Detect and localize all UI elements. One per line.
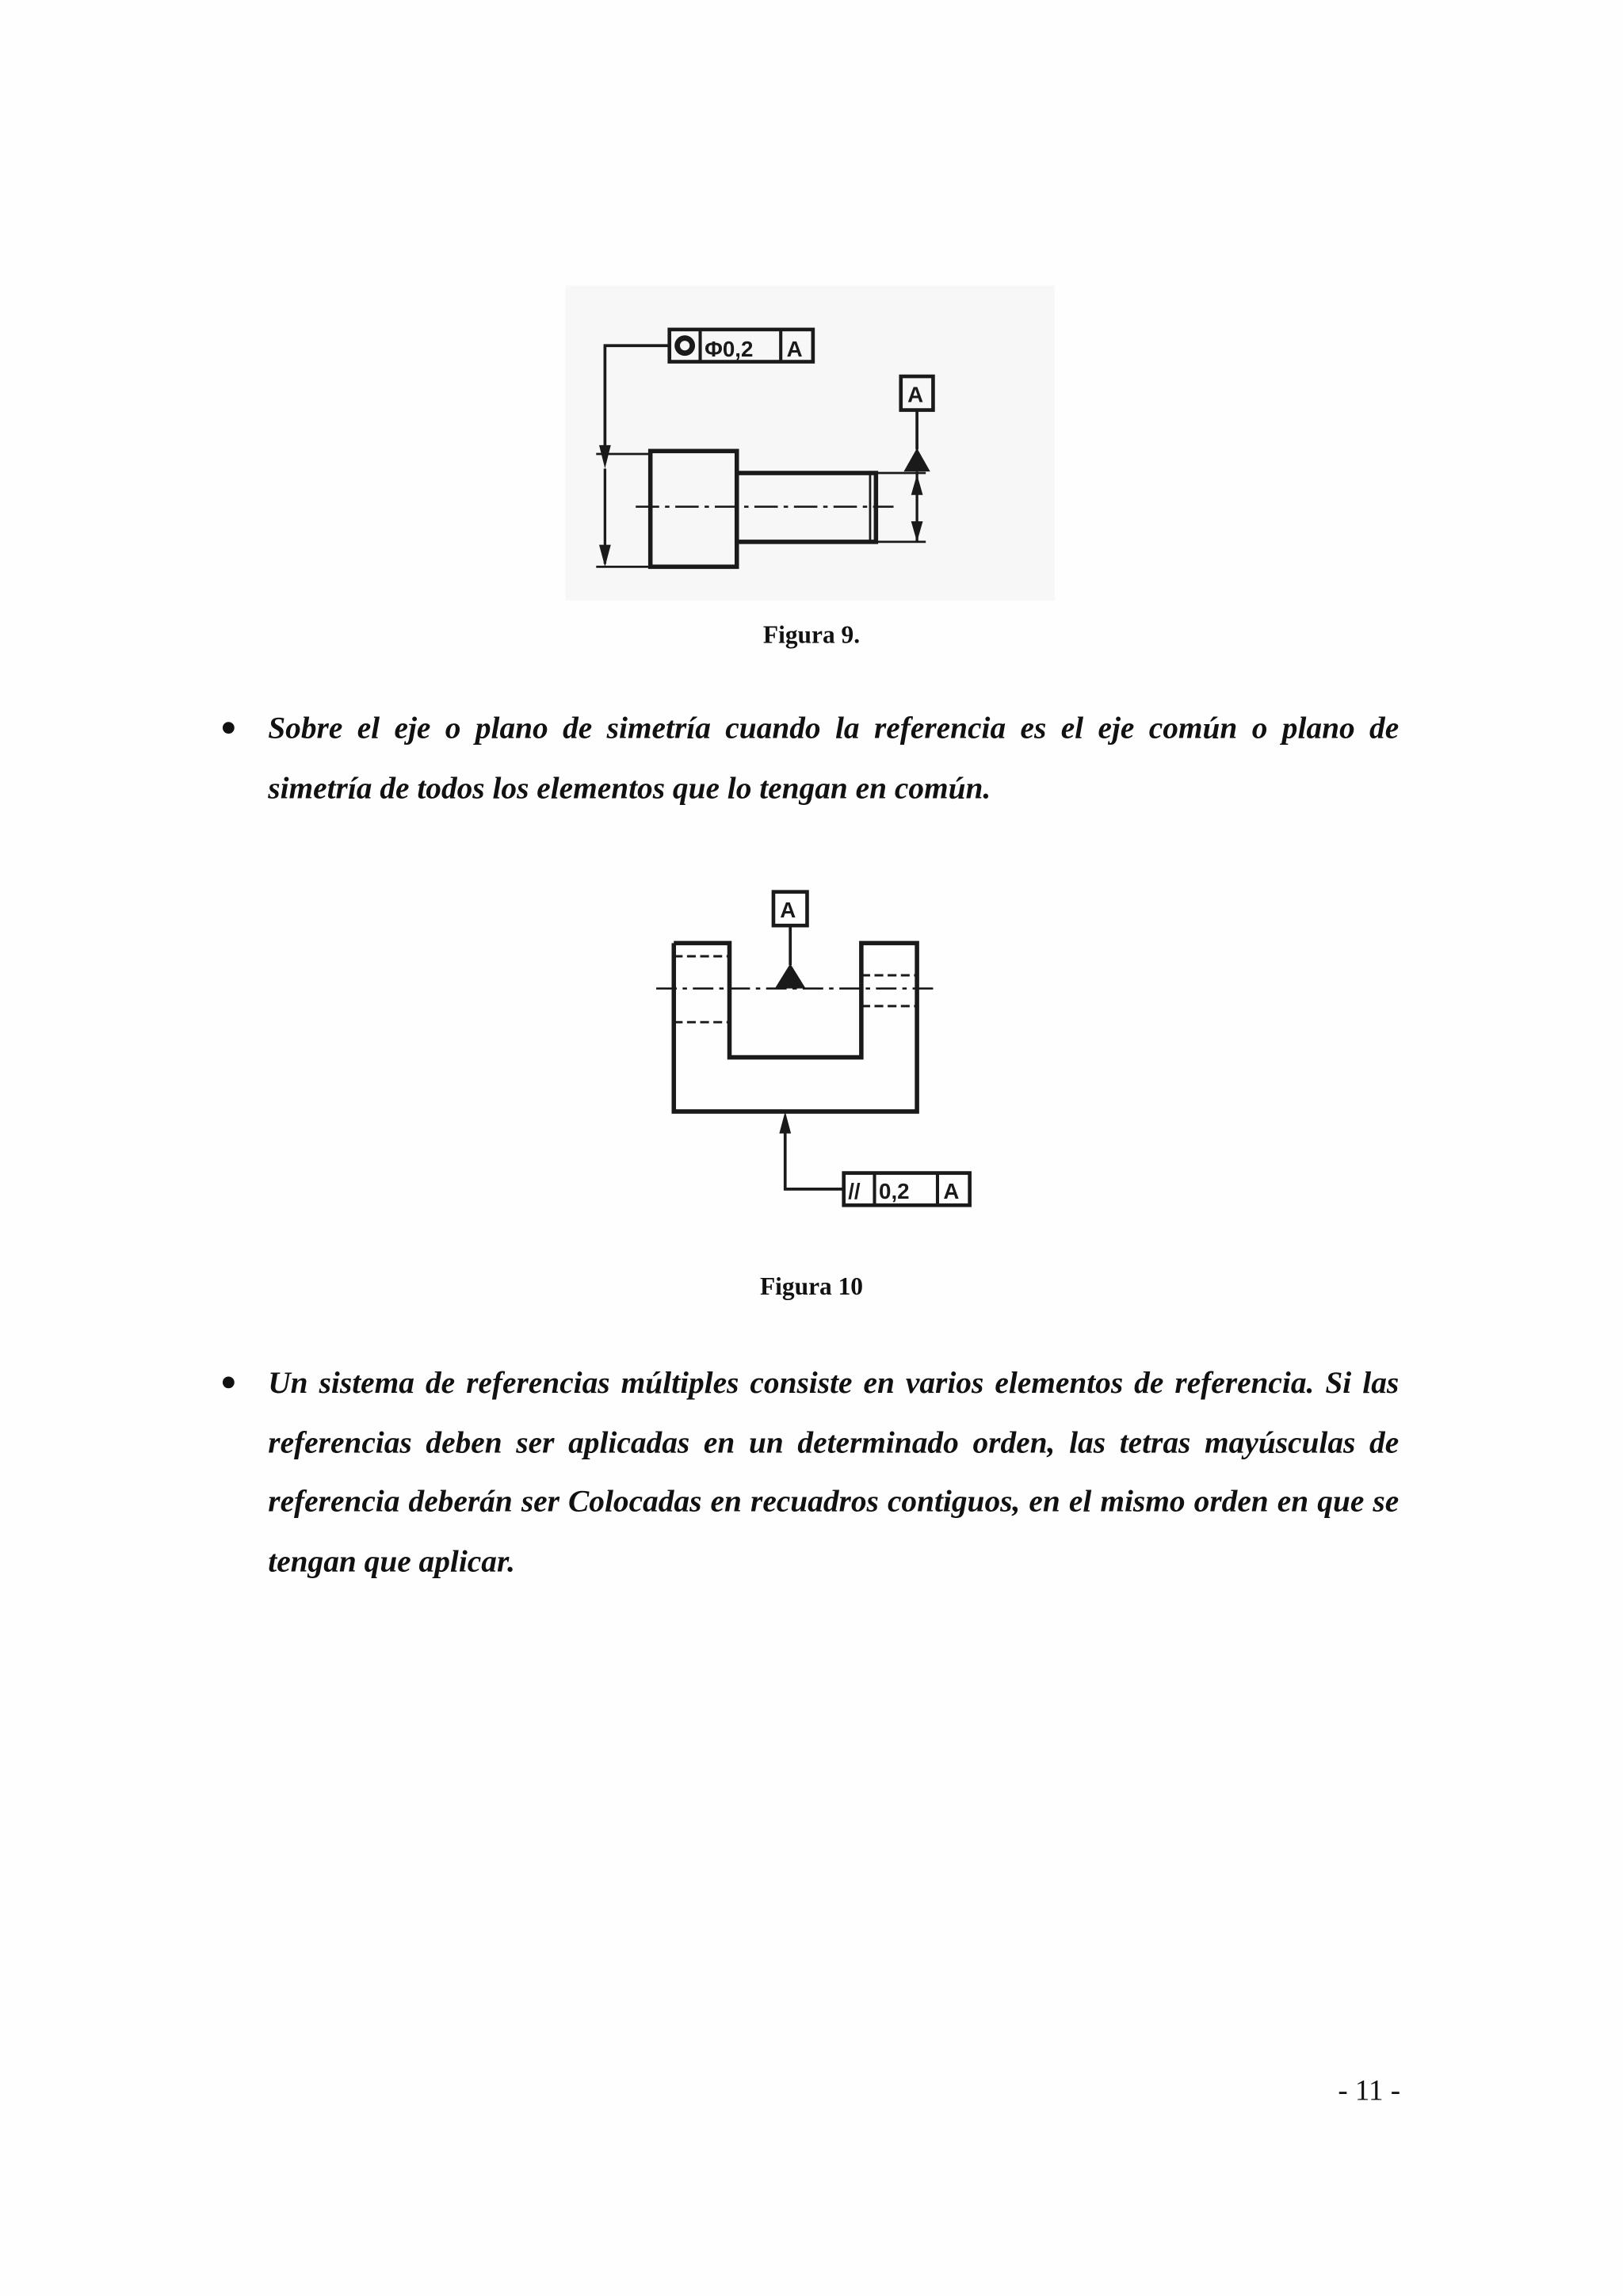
bullet-dot [223, 722, 235, 734]
fcf-tolerance: 0,2 [879, 1178, 910, 1203]
bullet-paragraph-1: Sobre el eje o plano de simetría cuando la referencia es el eje común o plano de simetría de todos los elementos que lo tengan en común. [268, 710, 1400, 805]
fcf-datum: A [943, 1178, 960, 1203]
parallelism-control-frame [844, 1173, 970, 1206]
shaft-large-section [651, 451, 737, 566]
datum-triangle [903, 448, 930, 472]
fcf-tolerance: Φ0,2 [705, 337, 754, 362]
figure-10-drawing [644, 883, 984, 1220]
datum-triangle [775, 963, 806, 988]
feature-control-frame [670, 330, 813, 362]
concentricity-icon [674, 335, 695, 356]
figure-9-drawing [565, 285, 1054, 600]
bullet-paragraph-2: Un sistema de referencias múltiples consiste en varios elementos de referencia. Si las referencias deben ser aplicadas en un determinado orden, las tetras mayúsculas de referencia deberán ser Colocadas en recuadros contiguos, en el mismo orden en que se tengan que aplicar. [268, 1364, 1400, 1578]
fcf-datum: A [786, 337, 803, 362]
svg-text:A: A [907, 382, 924, 407]
page-number: - 11 - [1338, 2075, 1401, 2107]
datum-a-box [773, 892, 808, 926]
figure-10-caption: Figura 10 [759, 1272, 864, 1301]
svg-text:A: A [780, 898, 796, 923]
figure-9-caption: Figura 9. [762, 620, 861, 649]
u-part-outline [674, 943, 917, 1112]
bullet-dot [223, 1376, 235, 1388]
datum-a-box [901, 376, 934, 410]
parallelism-icon: // [848, 1178, 861, 1203]
